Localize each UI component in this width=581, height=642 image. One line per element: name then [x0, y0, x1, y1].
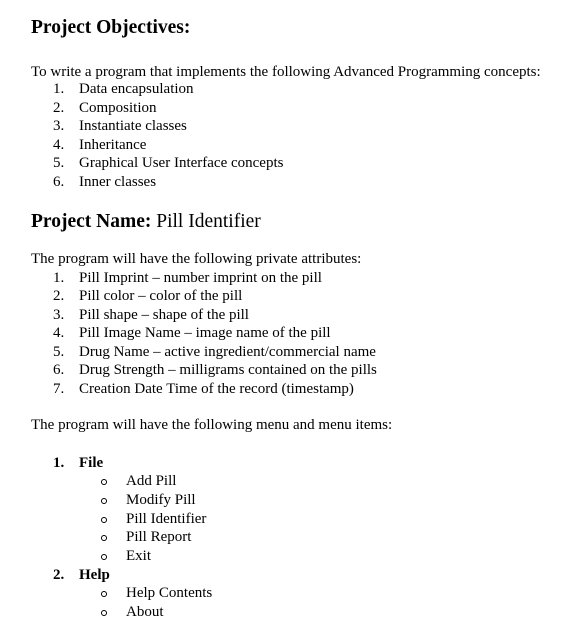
list-item-number: 3.	[53, 118, 65, 134]
objectives-heading: Project Objectives:	[31, 17, 191, 38]
circle-bullet-icon	[101, 479, 107, 485]
attributes-intro: The program will have the following private attributes:	[31, 251, 362, 267]
project-name-label: Project Name:	[31, 211, 152, 232]
list-item-text: Drug Strength – milligrams contained on the pills	[79, 362, 377, 378]
list-item-text: Data encapsulation	[79, 81, 194, 97]
menu-item-label: Pill Report	[126, 529, 192, 545]
list-item-text: Pill Imprint – number imprint on the pill	[79, 270, 322, 286]
menu-number: 1.	[53, 455, 65, 471]
list-item-number: 4.	[53, 137, 65, 153]
menu-item-label: About	[126, 604, 164, 620]
list-item-text: Instantiate classes	[79, 118, 187, 134]
menu-label: Help	[79, 567, 110, 583]
list-item-text: Creation Date Time of the record (timestamp)	[79, 381, 354, 397]
list-item-number: 2.	[53, 288, 65, 304]
list-item-text: Pill shape – shape of the pill	[79, 307, 249, 323]
list-item-number: 6.	[53, 362, 65, 378]
list-item-number: 1.	[53, 81, 65, 97]
list-item-text: Drug Name – active ingredient/commercial name	[79, 344, 376, 360]
circle-bullet-icon	[101, 554, 107, 560]
list-item-number: 3.	[53, 307, 65, 323]
list-item-text: Inner classes	[79, 174, 157, 190]
circle-bullet-icon	[101, 517, 107, 523]
list-item-text: Pill color – color of the pill	[79, 288, 243, 304]
list-item-text: Composition	[79, 100, 157, 116]
menu-number: 2.	[53, 567, 65, 583]
circle-bullet-icon	[101, 498, 107, 504]
list-item-number: 6.	[53, 174, 65, 190]
project-name-value: Pill Identifier	[156, 211, 261, 232]
menu-intro: The program will have the following menu and menu items:	[31, 417, 393, 433]
list-item-number: 2.	[53, 100, 65, 116]
list-item-text: Inheritance	[79, 137, 147, 153]
list-item-number: 5.	[53, 344, 65, 360]
circle-bullet-icon	[101, 591, 107, 597]
circle-bullet-icon	[101, 610, 107, 616]
list-item-number: 4.	[53, 325, 65, 341]
menu-item-label: Add Pill	[126, 473, 177, 489]
list-item-text: Pill Image Name – image name of the pill	[79, 325, 331, 341]
project-name-heading	[31, 211, 261, 233]
list-item-number: 5.	[53, 155, 65, 171]
menu-label: File	[79, 455, 104, 471]
list-item-number: 7.	[53, 381, 65, 397]
menu-item-label: Modify Pill	[126, 492, 196, 508]
objectives-intro: To write a program that implements the following Advanced Programming concepts:	[31, 64, 541, 80]
menu-item-label: Help Contents	[126, 585, 213, 601]
list-item-number: 1.	[53, 270, 65, 286]
list-item-text: Graphical User Interface concepts	[79, 155, 284, 171]
menu-item-label: Exit	[126, 548, 151, 564]
circle-bullet-icon	[101, 535, 107, 541]
menu-item-label: Pill Identifier	[126, 511, 207, 527]
